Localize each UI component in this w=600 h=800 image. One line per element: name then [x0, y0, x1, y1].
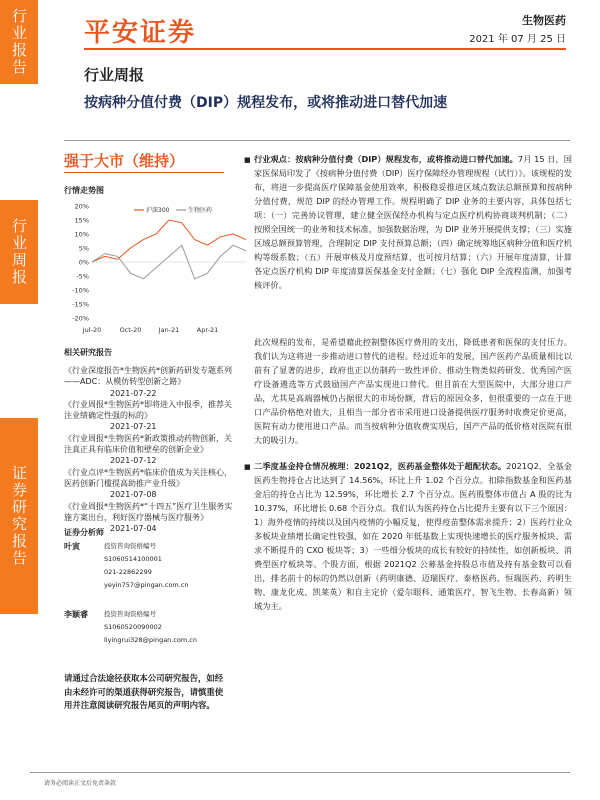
para-heading: 行业观点：按病种分值付费（DIP）规程发布，或将推动进口替代加速。: [254, 154, 518, 164]
para-heading: 二季度基金持仓情况梳理：2021Q2，医药基金整体处于超配状态。: [254, 461, 507, 471]
x-tick-label: Apr-21: [196, 326, 219, 334]
side-banner: [0, 0, 38, 800]
related-report-title: 《行业周报*生物医药*即将进入中报季，推荐关注业绩确定性强的标的》: [64, 399, 232, 421]
y-tick-label: 0%: [78, 258, 89, 267]
disclaimer: 请通过合法途径获取本公司研究报告，如经由未经许可的渠道获得研究报告，请慎重使用并注意阅读研究报告尾页的声明内容。: [64, 673, 224, 710]
paragraph-fund: [254, 459, 572, 613]
analyst-name: 叶寅: [64, 542, 80, 551]
y-tick-label: -15%: [72, 300, 89, 309]
analysts-title: 证券分析师: [64, 528, 104, 537]
side-tag-text: 行业周报: [10, 218, 28, 286]
side-tag-text: 行业报告: [10, 8, 28, 76]
y-tick-label: -10%: [72, 286, 89, 295]
side-tag-research: [0, 418, 38, 614]
footer-note: 请务必阅读正文后免责条款: [44, 780, 117, 787]
side-tag-industry-report: [0, 0, 38, 84]
analyst-info: 021-22862299: [104, 568, 152, 576]
related-report-date: 2021-07-04: [110, 524, 157, 534]
y-tick-label: 10%: [74, 230, 89, 239]
paragraph-analysis: 此次规程的发布，是希望藉此控制整体医疗费用的支出，降低患者和医保的支付压力。我们认为这将进一步推动进口替代的进程。经过近年的发展，国产医药产品质量相比以前有了显著的进步，政府也正以仿制药一致性评价、推动生物类似药研发、优秀国产医疗设备遴选等方式鼓励国产产品实现进口替代。但目前在大型医院中，大部分进口产品，尤其是高端器械仍占据很大的市场份额，背后的原因众多，但很重要的一点在于进口产品价格绝对值大，且相当一部分省市采用进口设备提供医疗服务时收费定价更高，医院有动力使用进口产品。而当按病种分值收费实现后，国产产品的低价格对医院有很大的吸引力。: [254, 337, 572, 445]
related-report-title: 《行业深度报告*生物医药*创新药研发专题系列——ADC：从模仿转型创新之路》: [64, 366, 232, 387]
report-type: 行业周报: [84, 66, 145, 84]
related-report-item[interactable]: [64, 365, 234, 399]
related-reports-list: [64, 365, 234, 534]
analyst-info: 投资咨询资格编号: [104, 610, 156, 618]
related-report-item[interactable]: [64, 433, 234, 467]
trend-chart: [64, 200, 250, 340]
related-report-date: 2021-07-21: [110, 422, 157, 432]
related-report-date: 2021-07-22: [110, 388, 157, 398]
legend-label: 沪深300: [146, 207, 170, 214]
analyst-info[interactable]: yeyin757@pingan.com.cn: [104, 581, 189, 589]
y-tick-label: -5%: [76, 272, 89, 281]
side-tag-text: 证券研究报告: [10, 465, 28, 567]
related-title: 相关研究报告: [64, 348, 112, 357]
related-report-title: 《行业周报*生物医药*“十四五”医疗卫生服务实施方案出台，利好医疗器械与医疗服务》: [64, 501, 233, 522]
related-report-item[interactable]: [64, 399, 234, 433]
analyst-info[interactable]: liyingrui328@pingan.com.cn: [104, 636, 198, 644]
paragraph-view: [254, 152, 572, 292]
header-divider: [84, 48, 566, 50]
report-date: 2021 年 07 月 25 日: [469, 34, 566, 45]
side-tag-weekly: [0, 200, 38, 304]
analyst-info: S1060520090002: [104, 623, 162, 631]
footer-divider: [30, 772, 570, 773]
x-tick-label: Jul-20: [82, 326, 102, 334]
related-report-title: 《行业点评*生物医药*临床价值成为关注核心，医药创新门槛提高助推产业升级》: [64, 467, 232, 488]
industry-label: 生物医药: [522, 14, 566, 27]
analyst-info: 投资咨询资格编号: [104, 542, 156, 550]
related-report-title: 《行业周报*生物医药*新政策推动药物创新，关注真正具有临床价值和壁垒的创新企业》: [64, 433, 232, 455]
chart-title: 行情走势图: [64, 186, 104, 195]
rating-underline: [64, 172, 224, 173]
bullet-icon: ■: [244, 156, 251, 164]
related-report-date: 2021-07-08: [110, 490, 157, 500]
analyst-info: S1060514100001: [104, 555, 162, 563]
legend-label: 生物医药: [188, 207, 213, 214]
y-tick-label: 15%: [74, 216, 89, 225]
rating: 强于大市（维持）: [64, 152, 185, 170]
x-tick-label: Oct-20: [119, 326, 142, 334]
page-title: 按病种分值付费（DIP）规程发布，或将推动进口替代加速: [84, 95, 448, 111]
para-text: 7月 15 日，国家医保局印发了《按病种分值付费（DIP）医疗保障经办管理规程（试行）》。该规程的发布，将进一步提高医疗保障基金使用效率，积极稳妥推进区域点数法总额预算和按病种分值付费，规范 DIP 的经办管理工作。规程明确了 DIP 业务的主要内容，具体包括七项：（一）完善协议管理，建立健全医保经办机构与定点医疗机构协商谈判机制；（二）按照全国统一的业务和技术标准，加强数据治理，为 DIP 业务开展提供支撑；（三）实施区域总额预算管理，合理制定 DIP 支付预算总额；（四）确定统筹地区病种分值和医疗机构等级系数；（五）开展审核及月度预结算，也可按月结算；（六）开展年度清算，计算各定点医疗机构 DIP 年度清算医保基金支付金额；（七）强化 DIP 全流程监测，加强考核评价。: [254, 154, 572, 290]
related-report-date: 2021-07-12: [110, 456, 157, 466]
para-text: 2021Q2，全基金医药生物持仓占比达到了 14.56%，环比上升 1.02 个百分点。扣除指数基金和医药基金后的持仓占比为 12.59%，环比增长 2.7 个百分点。医药股整体市值占 A 股的比为 10.37%，环比增长 0.68 个百分点。我们认为医药持仓占比提升主要有以下三个原因：1）海外疫情的持续以及国内疫情的小幅反复，使得疫苗整体需求提升；2）医药行业众多板块业绩增长确定性较强，如在 2020 年低基数上实现快速增长的医疗服务板块、需求不断提升的 CXO 板块等；3）一些细分板块的成长有较好的持续性，如创新板块、消费型医疗板块等。个股方面，根据 2021Q2 公募基金持股总市值及持有基金数可以看出，排名前十的标的仍然以创新（药明康德、迈瑞医疗、泰格医药、恒瑞医药、药明生物、康龙化成、凯莱英）和自主定价（爱尔眼科、通策医疗、智飞生物、长春高新）领域为主。: [254, 461, 572, 611]
y-tick-label: 20%: [74, 202, 89, 211]
y-tick-label: 5%: [78, 244, 89, 253]
company-logo: 平安证券: [84, 18, 197, 48]
analyst-name: 李颖睿: [64, 610, 88, 619]
title-divider: [64, 140, 570, 141]
bullet-icon: ■: [244, 463, 251, 471]
y-tick-label: -20%: [72, 314, 89, 323]
x-tick-label: Jan-21: [158, 326, 180, 334]
related-report-item[interactable]: [64, 467, 234, 501]
